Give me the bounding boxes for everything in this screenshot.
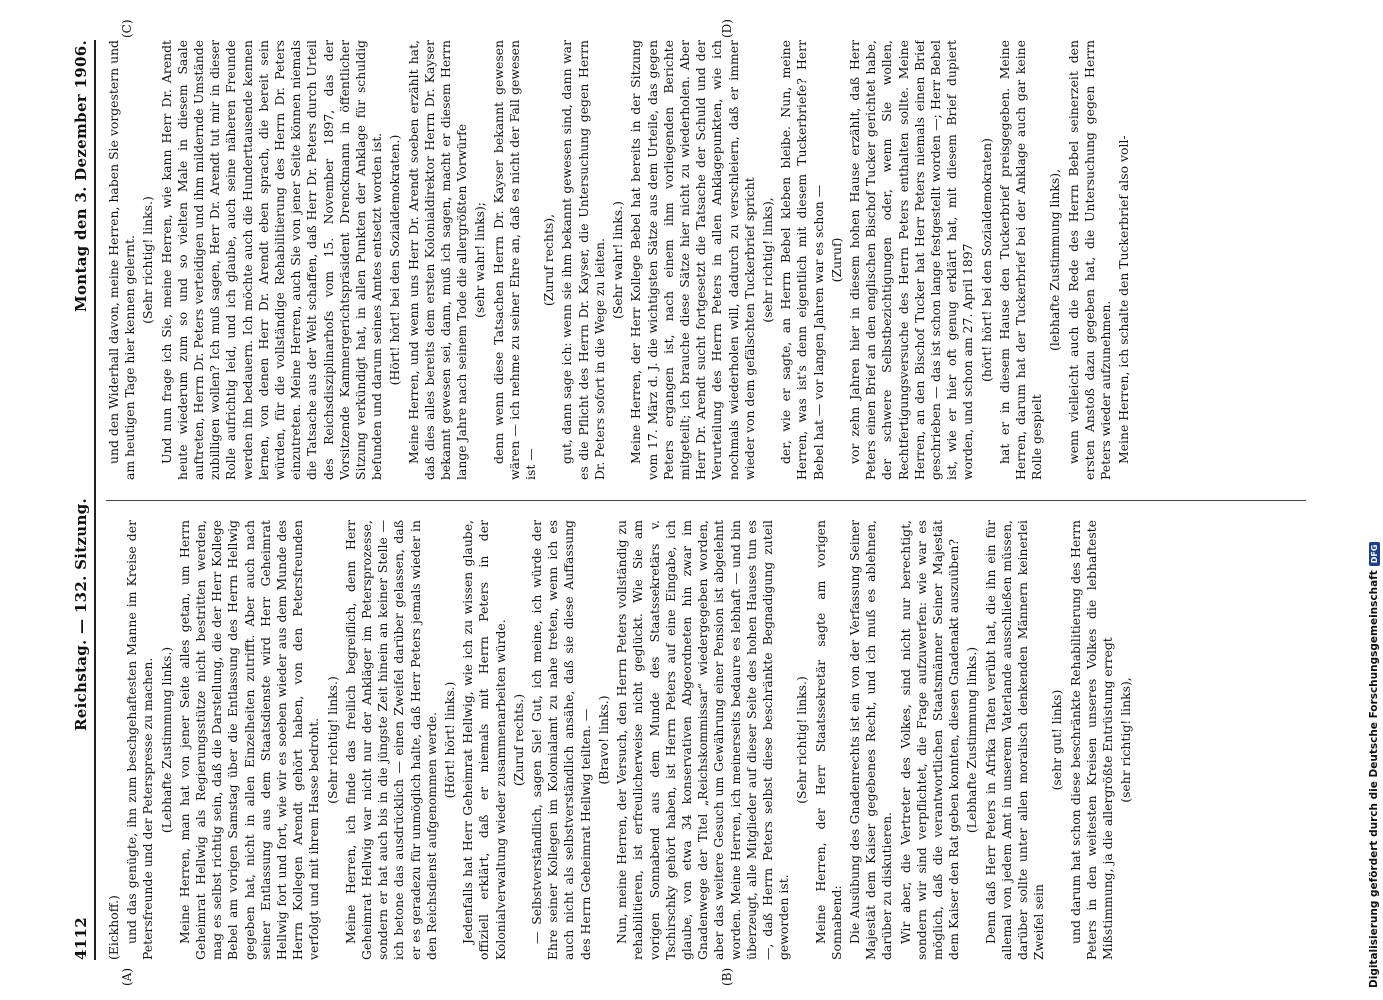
paragraph: Meine Herren, der Herr Kollege Bebel hat bereits in der Sitzung vom 17. März d. J. die wichtigsten Sätze aus dem Urteile, das gegen Peters ergangen ist, nach einem ihm vorliegenden Berichte mitgeteilt; ich brauche diese Sätze hier nicht zu wiederholen. Aber Herr Dr. Arendt sucht fortgesetzt die Tatsache der Schuld und der Verurteilung des Herrn Peters in allen Anklagepunkten, wie ich nochmals wiederholen will, dadurch zu verschleiern, daß er immer wieder von dem gefälschten Tuckerbrief spricht [628,40,757,480]
interjection: (Lebhafte Zustimmung links.) [158,646,174,834]
paragraph: Die Ausübung des Gnadenrechts ist ein von der Verfassung Seiner Majestät dem Kaiser gegebenes Recht, und ich muß es ablehnen, darüber zu diskutieren. [846,520,895,960]
paragraph: denn wenn diese Tatsachen Herrn Dr. Kayser bekannt gewesen wären — ich nehme zu seiner Ehre an, daß es nicht der Fall gewesen ist — [490,40,539,480]
interjection: (Bravo! links.) [595,695,611,785]
interjection: (sehr richtig! links), [1118,677,1134,803]
interjection: (Hört! hört! links.) [442,681,458,799]
paragraph: und das genügte, ihn zum beschgehaftesten Manne im Kreise der Petersfreunde und der Peterspresse zu machen. [124,520,156,960]
document-page [20,0,1350,1000]
interjection: (Lebhafte Zustimmung links.) [964,646,980,834]
page-number: 4112 [72,917,90,960]
interjection: (sehr gut! links) [1049,689,1065,791]
paragraph: Meine Herren, und wenn uns Herr Dr. Arendt soeben erzählt hat, daß dies alles bereits dem ersten Kolonialdirektor Herrn Dr. Kayser bekannt gewesen sei, dann, muß ich sagen, macht er diesem Herrn lange Jahre nach seinem Tode die allergrößten Vorwürfe [405,40,470,480]
paragraph: wenn vielleicht auch die Rede des Herrn Bebel seinerzeit den ersten Anstoß dazu gegeben hat, die Untersuchung gegen Herrn Peters wieder aufzunehmen. [1065,40,1113,480]
paragraph: der, wie er sagte, an Herrn Bebel kleben bleibe. Nun, meine Herren, was ist's denn eigentlich mit diesem Tuckerbriefe? Herr Bebel hat — vor langen Jahren war es schon — [778,40,826,480]
paragraph: Meine Herren, man hat von jener Seite alles getan, um Herrn Geheimrat Hellwig als Regierungsstütze nicht bestritten werden, mag es selbst richtig sein, daß die Darstellung, die der Herr Kollege Bebel am vorigen Samstag über die Entlassung des Herrn Hellwig gegeben hat, nicht in allen Einzelheiten zutrifft. Aber auch nach seiner Entlassung aus dem Staatsdienste wird Herr Geheimrat Hellwig fort und fort, wie wir es soeben wieder aus dem Munde des Herrn Kollegen Arendt gehört haben, von den Petersfreunden verfolgt und mit ihrem Hasse bedroht. [176,520,322,960]
interjection: (hört! hört! bei den Sozialdemokraten) [978,138,994,382]
paragraph: Und nun frage ich Sie, meine Herren, wie kann Herr Dr. Arendt heute wiederum zum so und so vielten Male in diesem Saale auftreten, Herrn Dr. Peters verteidigen und ihm mildernde Umstände zubilligen wollen? Ich muß sagen, Herr Dr. Arendt tut mir in dieser Rolle aufrichtig leid, und ich glaube, auch seine näheren Freunde werden ihn bedauern. Ich möchte auch die Hunderttausende kennen lernen, von denen Herr Dr. Arendt eben sprach, die bereit sein würden, für die vollständige Rehabilitierung des Herrn Dr. Peters einzutreten. Meine Herren, auch Sie von jener Seite können niemals die Tatsache aus der Welt schaffen, daß Herr Dr. Peters durch Urteil des Reichsdisziplinarhofs vom 15. November 1897, das der Vorsitzende Kammergerichtspräsident Drenckmann in öffentlicher Sitzung verkündigt hat, in allen Punkten der Anklage für schuldig befunden und darum seines Amtes entsetzt worden ist. [158,40,385,480]
paragraph: Nun, meine Herren, der Versuch, den Herrn Peters vollständig zu rehabilitieren, ist erfreulicherweise nicht geglückt. Wie Sie am vorigen Sonnabend aus dem Munde des Staatssekretärs v. Tschirschky gehört haben, ist Herrn Peters auf eine Eingabe, ich glaube, von etwa 34 konservativen Abgeordneten hin zwar im Gnadenwege der Titel „Reichskommissar“ wiedergegeben worden, aber das weitere Gesuch um Gewährung einer Pension ist abgelehnt worden. Meine Herren, ich meinerseits bedaure es lebhaft — und bin überzeugt, alle Mitglieder auf dieser Seite des hohen Hauses tun es —, daß Herrn Peters selbst diese beschränkte Begnadigung zuteil geworden ist. [614,520,792,960]
column-divider [106,500,1306,501]
margin-mark-c: (C) [120,19,134,38]
paragraph: Meine Herren, ich finde das freilich begreiflich, denn Herr Geheimrat Hellwig war nicht nur der Ankläger im Petersprozesse, sondern er hat auch bis in die jüngste Zeit hinein an keiner Stelle — ich betone das ausdrücklich — einen Zweifel darüber gelassen, daß er es geradezu für unmöglich halte, daß Herr Peters jemals wieder in den Reichsdienst aufgenommen werde. [342,520,439,960]
digitization-credit [1368,542,1380,988]
header-rule [94,40,96,960]
interjection: (Zuruf rechts), [541,213,557,307]
interjection: (Sehr wahr! links.) [610,201,626,319]
interjection: (Zuruf rechts.) [510,693,526,787]
paragraph: Meine Herren, ich schalte den Tuckerbrief also voll- [1116,135,1132,464]
right-column [106,40,1306,480]
interjection: (sehr wahr! links); [472,202,488,318]
paragraph: Meine Herren, der Herr Staatssekretär sagte am vorigen Sonnabend: [812,520,844,960]
margin-mark-d: (D) [720,19,734,38]
paragraph: Wir aber, die Vertreter des Volkes, sind nicht nur berechtigt, sondern wir sind verpflichtet, die Frage aufzuwerfen: wie war es möglich, daß die verantwortlichen Staatsmänner Seiner Majestät dem Kaiser den Rat geben konnten, diesen Gnadenakt auszuüben? [897,520,962,960]
interjection: (lebhafte Zustimmung links), [1047,168,1063,352]
margin-mark-a: (A) [120,967,134,986]
dfg-logo: DFG [1369,542,1380,567]
interjection: (sehr richtig! links), [759,197,775,323]
margin-mark-b: (B) [720,967,734,986]
paragraph: und den Widerhall davon, meine Herren, haben Sie vorgestern und am heutigen Tage hier kennen gelernt. [106,40,138,480]
left-column [106,520,1306,960]
interjection: (Sehr richtig! links.) [794,676,810,804]
paragraph: — Selbstverständlich, sagen Sie! Gut, ich meine, ich würde der Ehre seiner Kollegen im Kolonialamt zu nahe treten, wenn ich es auch nicht als selbstverständlich ansähe, daß sie diese Auffassung des Herrn Geheimrat Hellwig teilten. — [529,520,593,960]
paragraph: vor zehn Jahren hier in diesem hohen Hause erzählt, daß Herr Peters einen Brief an den englischen Bischof Tucker gerichtet habe, der schwere Selbstbezichtigungen oder, wenn Sie wollen, Rechtfertigungsversuche des Herrn Peters enthalten sollte. Meine Herren, an den Bischof Tucker hat Herr Peters niemals einen Brief geschrieben — das ist schon lange festgestellt worden —; Herr Bebel ist, wie er hier oft genug erklärt hat, mit diesem Brief dupiert worden, und schon am 27. April 1897 [846,40,976,480]
speaker-name: (Eickhoff.) [106,895,121,960]
interjection: (Sehr richtig! links.) [140,196,156,324]
page-header [60,40,90,960]
credit-text: Digitalisierung gefördert durch die Deutsche Forschungsgemeinschaft [1368,570,1380,988]
session-date: Montag den 3. Dezember 1906. [72,40,90,312]
interjection: (Zuruf) [828,237,844,283]
paragraph: und darum hat schon diese beschränkte Rehabilitierung des Herrn Peters in den weitesten Kreisen unseres Volkes die lebhafteste Mißstimmung, ja die allergrößte Entrüstung erregt [1067,520,1115,960]
paragraph: Jedenfalls hat Herr Geheimrat Hellwig, wie ich zu wissen glaube, offiziell erklärt, daß er niemals mit Herrn Peters in der Kolonialverwaltung wieder zusammenarbeiten würde. [460,520,508,960]
paragraph: hat er in diesem Hause den Tuckerbrief preisgegeben. Meine Herren, darum hat der Tuckerbrief bei der Anklage auch gar keine Rolle gespielt [996,40,1045,480]
paragraph: gut, dann sage ich: wenn sie ihm bekannt gewesen sind, dann war es die Pflicht des Herrn Dr. Kayser, die Untersuchung gegen Herrn Dr. Peters sofort in die Wege zu leiten. [559,40,607,480]
interjection: (Sehr richtig! links.) [324,676,340,804]
interjection: (Hört! hört! bei den Sozialdemokraten.) [387,134,403,386]
paragraph: Denn daß Herr Peters in Afrika Taten verübt hat, die ihn ein für allemal von jedem Amt in unserem Vaterlande ausschließen müssen, darüber sollte unter allen moralisch denkenden Männern keinerlei Zweifel sein [982,520,1047,960]
session-title: Reichstag. — 132. Sitzung. [72,497,90,732]
